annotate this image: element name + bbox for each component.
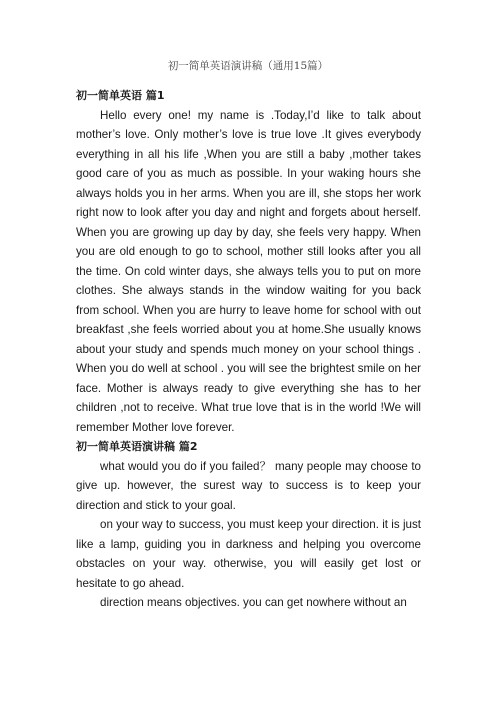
paragraph: what would you do if you failed？ many people may choose to give up. however, the surest way to success is to keep your direction and stick to your goal. [76,459,421,512]
document-title: 初一简单英语演讲稿（通用15篇） [167,60,329,72]
section-2-body [76,457,421,613]
paragraph: on your way to success, you must keep your direction. it is just like a lamp, guiding you in darkness and helping you overcome obstacles on your way. otherwise, you will easily get lost or hesitate to go ahead. [76,518,421,590]
paragraph: Hello every one! my name is .Today,I’d like to talk about mother’s love. Only mother’s love is true love .It gives everybody everything in all his life ,When you are still a baby ,mother takes good care of you as much as possible. In your waking hours she always holds you in her arms. When you are ill, she stops her work right now to look after you day and night and forgets about herself. When you are growing up day by day, she feels very happy. When you are old enough to go to school, mother still looks after you all the time. On cold winter days, she always tells you to put on more clothes. She always stands in the window waiting for you back from school. When you are hurry to leave home for school with out breakfast ,she feels worried about you at home.She usually knows about your study and spends much money on your school things . When you do well at school . you will see the brightest smile on her face. Mother is always ready to give everything she has to her children ,not to receive. What true love that is in the world !We will remember Mother love forever. [76,108,421,434]
paragraph: direction means objectives. you can get nowhere without an [100,596,407,609]
section-heading-2: 初一简单英语演讲稿 篇2 [76,440,198,453]
document-body [76,86,421,613]
section-1-body [76,106,421,438]
section-heading-1: 初一简单英语 篇1 [76,89,165,102]
